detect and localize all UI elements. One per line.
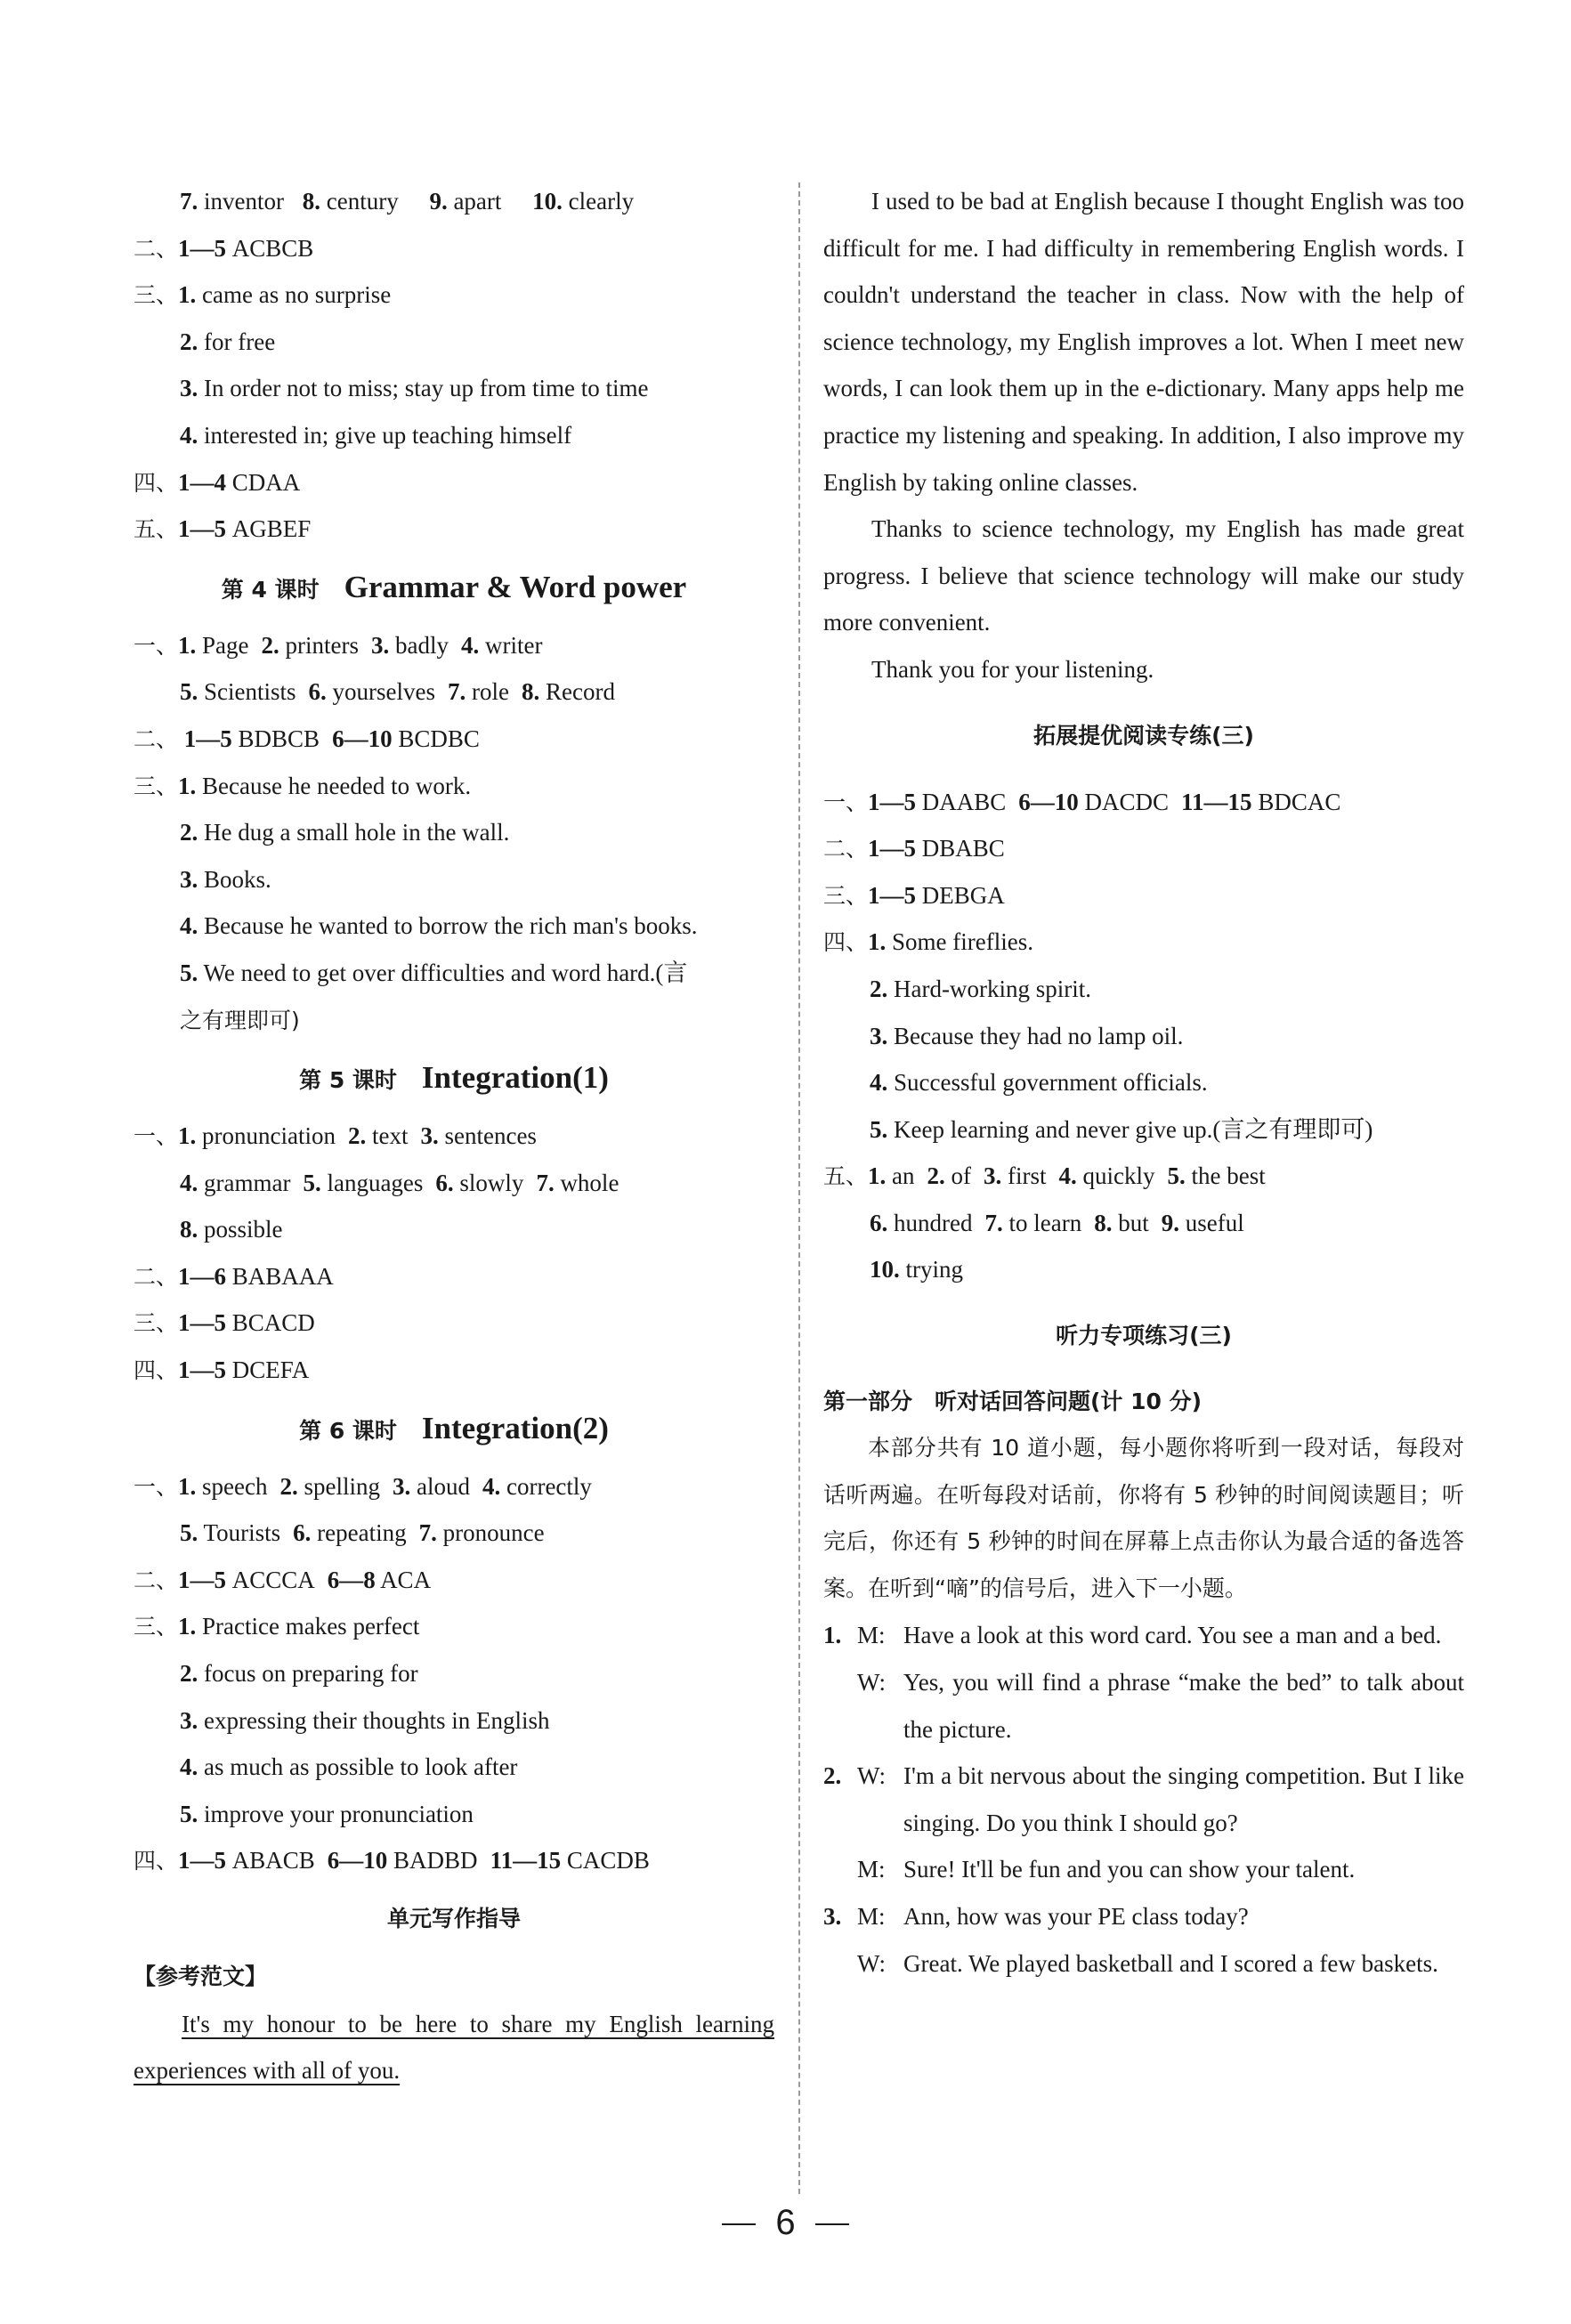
dialog-text: Great. We played basketball and I scored a few baskets. — [903, 1949, 1438, 1977]
dialog-number — [823, 1846, 857, 1893]
answer-line: 6. hundred 7. to learn 8. but 9. useful — [870, 1209, 1244, 1236]
dialog-text: I'm a bit nervous about the singing competition. But I like singing. Do you think I should go? — [903, 1762, 1464, 1836]
answer-line: 3. Books. — [180, 865, 271, 893]
answer-line: 四、1—5 ABACB 6—10 BADBD 11—15 CACDB — [134, 1847, 650, 1875]
answer-line: 4. interested in; give up teaching himself — [180, 421, 572, 449]
dialog-text: Have a look at this word card. You see a man and a bed. — [903, 1622, 1442, 1649]
page-number: 6 — [0, 2203, 1571, 2243]
answer-line: 3. Because they had no lamp oil. — [870, 1022, 1184, 1049]
dialog-item — [823, 1753, 1464, 1893]
answer-line: 3. expressing their thoughts in English — [180, 1706, 550, 1734]
dialog-item — [823, 1612, 1464, 1753]
dialog-item — [823, 1893, 1464, 1987]
dialog-text: Sure! It'll be fun and you can show your talent. — [903, 1856, 1356, 1883]
reference-label: 【参考范文】 — [134, 1964, 268, 1989]
answer-line: 四、1. Some fireflies. — [823, 928, 1033, 956]
dialog-number: 3. — [823, 1903, 842, 1930]
speaker-label: M: — [857, 1903, 886, 1930]
answer-line: 三、1. came as no surprise — [134, 281, 392, 309]
listening-heading: 听力专项练习(三) — [1056, 1323, 1232, 1349]
answer-line: 10. trying — [870, 1256, 963, 1283]
speaker-label: M: — [857, 1856, 886, 1883]
answer-line: 五、1. an 2. of 3. first 4. quickly 5. the best — [823, 1162, 1266, 1190]
answer-line: 2. Hard-working spirit. — [870, 975, 1091, 1002]
answer-line: 5. Tourists 6. repeating 7. pronounce — [180, 1519, 545, 1547]
answer-line: 一、1. speech 2. spelling 3. aloud 4. correctly — [134, 1472, 592, 1500]
answer-line: 一、1. Page 2. printers 3. badly 4. writer — [134, 631, 543, 659]
right-column — [823, 178, 1464, 1987]
essay-paragraph: Thank you for your listening. — [871, 655, 1154, 683]
speaker-label: W: — [857, 1762, 886, 1790]
dialog-number — [823, 1940, 857, 1988]
section-heading: 第 6 课时 Integration(2) — [299, 1410, 609, 1445]
answer-line: 8. possible — [180, 1216, 283, 1243]
answer-line: 4. grammar 5. languages 6. slowly 7. whole — [180, 1169, 619, 1196]
answer-line: 2. He dug a small hole in the wall. — [180, 819, 510, 846]
dialog-number: 2. — [823, 1762, 842, 1790]
answer-line: 三、1—5 BCACD — [134, 1309, 315, 1337]
answer-line: 4. Because he wanted to borrow the rich man's books. — [180, 912, 698, 940]
answer-line: 三、1—5 DEBGA — [823, 881, 1005, 909]
left-column — [134, 178, 774, 2094]
essay-paragraph: It's my honour to be here to share my English learning experiences with all of you. — [134, 2010, 774, 2085]
dialog-text: Ann, how was your PE class today? — [903, 1903, 1249, 1930]
answer-line: 一、1. pronunciation 2. text 3. sentences — [134, 1122, 537, 1150]
writing-heading: 单元写作指导 — [386, 1906, 521, 1931]
dialog-list — [823, 1612, 1464, 1987]
answer-line: 4. Successful government officials. — [870, 1069, 1208, 1097]
answer-line: 二、 1—5 BDBCB 6—10 BCDBC — [134, 725, 480, 752]
answer-line: 之有理即可) — [180, 1007, 300, 1033]
answer-line: 二、1—6 BABAAA — [134, 1262, 334, 1290]
essay-paragraph: I used to be bad at English because I thought English was too difficult for me. I had difficulty in remembering English words. I couldn't understand the teacher in class. Now with the help of science technology, my English improves a lot. When I meet new words, I can look them up in the e-dictionary. Many apps help me practice my listening and speaking. In addition, I also improve my English by taking online classes. — [823, 188, 1464, 496]
reading-heading: 拓展提优阅读专练(三) — [1033, 722, 1254, 749]
answer-line: 四、1—5 DCEFA — [134, 1356, 310, 1384]
speaker-label: W: — [857, 1669, 886, 1696]
answer-line: 3. In order not to miss; stay up from time to time — [180, 375, 649, 402]
answer-line: 三、1. Because he needed to work. — [134, 772, 472, 799]
answer-line: 四、1—4 CDAA — [134, 468, 301, 496]
answer-line: 一、1—5 DAABC 6—10 DACDC 11—15 BDCAC — [823, 788, 1341, 815]
answer-line: 7. inventor 8. century 9. apart 10. clearly — [180, 188, 635, 215]
answer-line: 4. as much as possible to look after — [180, 1753, 518, 1781]
answer-line: 二、1—5 ACCCA 6—8 ACA — [134, 1566, 432, 1593]
answer-line: 5. Scientists 6. yourselves 7. role 8. Record — [180, 678, 615, 706]
answer-line: 二、1—5 DBABC — [823, 835, 1005, 862]
answer-line: 五、1—5 AGBEF — [134, 515, 312, 543]
answer-line: 2. focus on preparing for — [180, 1660, 418, 1688]
section-heading: 第 5 课时 Integration(1) — [299, 1060, 609, 1096]
dialog-number: 1. — [823, 1622, 842, 1649]
answer-line: 二、1—5 ACBCB — [134, 234, 314, 262]
speaker-label: M: — [857, 1622, 886, 1649]
part-title: 第一部分 听对话回答问题(计 10 分) — [823, 1389, 1203, 1415]
dialog-number — [823, 1659, 857, 1753]
answer-line: 三、1. Practice makes perfect — [134, 1613, 420, 1640]
part-description: 本部分共有 10 道小题，每小题你将听到一段对话，每段对话听两遍。在听每段对话前，你将有 5 秒钟的时间阅读题目；听完后，你还有 5 秒钟的时间在屏幕上点击你认为最合适的备选答案。在听到“嘀”的信号后，进入下一小题。 — [823, 1435, 1464, 1601]
dialog-text: Yes, you will find a phrase “make the bed” to talk about the picture. — [903, 1669, 1464, 1743]
essay-paragraph: Thanks to science technology, my English has made great progress. I believe that science technology will make our study more convenient. — [823, 515, 1464, 636]
column-divider — [798, 182, 800, 2194]
section-heading: 第 4 课时 Grammar & Word power — [221, 569, 687, 604]
answer-line: 2. for free — [180, 328, 276, 355]
answer-line: 5. We need to get over difficulties and word hard.(言 — [180, 959, 688, 986]
speaker-label: W: — [857, 1949, 886, 1977]
answer-line: 5. improve your pronunciation — [180, 1800, 474, 1827]
answer-line: 5. Keep learning and never give up.(言之有理即可) — [870, 1115, 1373, 1143]
